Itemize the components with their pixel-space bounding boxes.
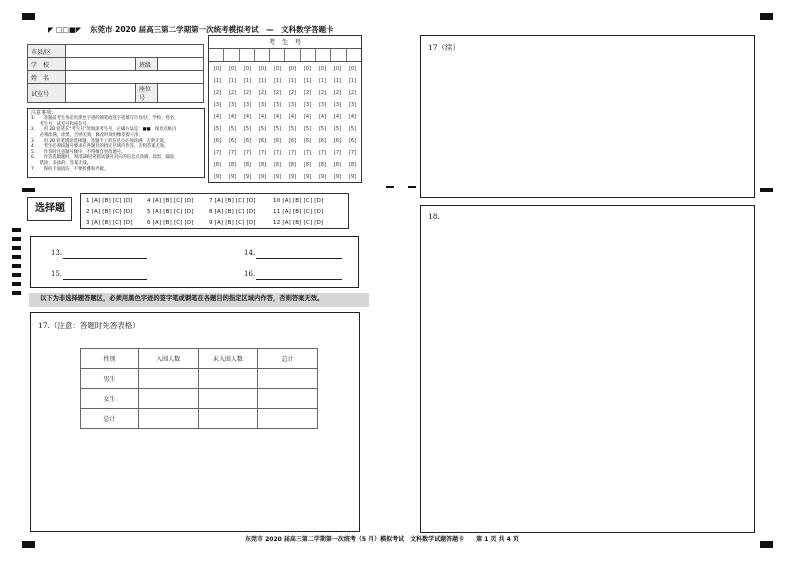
digit-bubble[interactable]: [8] [333,162,342,168]
digit-bubble[interactable]: [7] [273,150,282,156]
info-label: 姓 名 [28,71,66,84]
digit-bubble[interactable]: [4] [348,114,357,120]
digit-bubble[interactable]: [7] [213,150,222,156]
digit-bubble[interactable]: [5] [318,126,327,132]
digit-bubble[interactable]: [6] [213,138,222,144]
school-field[interactable] [66,58,136,71]
mcq-question-2[interactable]: 2 [A] [B] [C] [D] [86,209,133,215]
digit-bubble[interactable]: [8] [228,162,237,168]
digit-bubble[interactable]: [2] [273,90,282,96]
q14-answer-line[interactable] [256,258,342,259]
student-number-digit-cell[interactable] [301,49,316,61]
notes-line: 3. 用 2B 铅笔填涂选择题，答题卡上的信息点必须涂满，否则无效。 [31,138,169,144]
q13-answer-line[interactable] [63,258,147,259]
digit-bubble[interactable]: [7] [348,150,357,156]
fold-mark-left [386,186,394,188]
digit-bubble[interactable]: [0] [333,66,342,72]
digit-bubble[interactable]: [4] [243,114,252,120]
digit-bubble[interactable]: [9] [318,174,327,180]
student-number-digit-cell[interactable] [270,49,285,61]
mcq-question-7[interactable]: 7 [A] [B] [C] [D] [209,198,256,204]
table-cell[interactable] [258,409,318,429]
digit-bubble[interactable]: [3] [258,102,267,108]
digit-bubble[interactable]: [0] [228,66,237,72]
student-number-digit-cell[interactable] [316,49,331,61]
corner-mark-bottom-left [22,541,35,548]
table-cell[interactable] [138,369,198,389]
digit-bubble[interactable]: [2] [333,90,342,96]
digit-bubble[interactable]: [9] [348,174,357,180]
student-number-digit-cell[interactable] [255,49,270,61]
room-field[interactable] [66,84,136,103]
info-label: 试室号 [28,84,66,103]
digit-row [210,75,360,87]
student-number-box [208,35,362,183]
digit-bubble[interactable]: [1] [213,78,222,84]
digit-bubble[interactable]: [4] [273,114,282,120]
student-number-digit-cell[interactable] [331,49,346,61]
digit-bubble[interactable]: [1] [243,78,252,84]
q17-continued-label: 17（续） [428,43,461,52]
timing-mark [12,273,21,277]
side-mark-left [22,188,35,192]
digit-bubble[interactable]: [1] [273,78,282,84]
digit-bubble[interactable]: [4] [228,114,237,120]
digit-bubble[interactable]: [5] [348,126,357,132]
digit-bubble[interactable]: [6] [333,138,342,144]
table-row [81,389,318,409]
digit-row [210,99,360,111]
q15-answer-line[interactable] [63,279,147,280]
timing-mark [12,228,21,232]
digit-row [210,135,360,147]
digit-bubble[interactable]: [5] [228,126,237,132]
mcq-question-12[interactable]: 12 [A] [B] [C] [D] [273,220,324,226]
notes-line: 4. 考生必须按题号要求在各题目的指定区域内作答，否则答案无效。 [31,144,169,150]
digit-bubble[interactable]: [3] [333,102,342,108]
table-cell[interactable] [198,409,258,429]
info-table [27,44,204,103]
timing-mark [12,237,21,241]
table-row-label: 女生 [81,389,139,409]
digit-bubble[interactable]: [3] [243,102,252,108]
timing-mark [12,255,21,259]
q18-label: 18. [428,212,440,221]
mcq-question-9[interactable]: 9 [A] [B] [C] [D] [209,220,256,226]
mcq-question-11[interactable]: 11 [A] [B] [C] [D] [273,209,324,215]
digit-bubble[interactable]: [6] [243,138,252,144]
table-cell[interactable] [138,409,198,429]
table-row-label: 总计 [81,409,139,429]
digit-bubble[interactable]: [5] [333,126,342,132]
digit-row [210,147,360,159]
city-field[interactable] [66,45,204,58]
student-number-grid [210,63,360,183]
digit-bubble[interactable]: [7] [258,150,267,156]
info-row [28,58,204,71]
notes-title: 注意事项： [31,110,57,116]
q18-box[interactable] [420,205,755,533]
table-header-cell: 总计 [258,349,318,369]
digit-bubble[interactable]: [5] [303,126,312,132]
mcq-question-8[interactable]: 8 [A] [B] [C] [D] [209,209,256,215]
digit-row [210,63,360,75]
header-marker: ◤ □□■◤ [48,26,82,34]
digit-bubble[interactable]: [6] [303,138,312,144]
notice-text: 以下为非选择题答题区，必须用黑色字迹的签字笔或钢笔在各题目的指定区域内作答，否则答案无效。 [40,295,324,302]
digit-bubble[interactable]: [1] [288,78,297,84]
digit-bubble[interactable]: [0] [243,66,252,72]
notes-lines [31,117,201,172]
digit-bubble[interactable]: [4] [333,114,342,120]
digit-bubble[interactable]: [2] [288,90,297,96]
footer-text: 东莞市 2020 届高三第二学期第一次统考（5 月）模拟考试 文科数学试题答题卡 第 1 页 共 4 页 [245,536,519,543]
digit-bubble[interactable]: [9] [243,174,252,180]
digit-bubble[interactable]: [9] [273,174,282,180]
q16-label: 16. [244,270,256,278]
info-label: 市县/区 [28,45,66,58]
digit-bubble[interactable]: [3] [348,102,357,108]
student-number-digit-cell[interactable] [347,49,361,61]
info-label: 班级 [136,58,158,71]
fill-in-box [30,236,359,288]
digit-bubble[interactable]: [9] [333,174,342,180]
notes-line: 7. 保持卡面清洁，不要折叠和弄破。 [31,166,109,172]
digit-bubble[interactable]: [6] [228,138,237,144]
digit-bubble[interactable]: [7] [318,150,327,156]
digit-row [210,159,360,171]
side-mark-right [760,188,773,192]
mcq-question-10[interactable]: 10 [A] [B] [C] [D] [273,198,324,204]
student-number-write-cells [209,48,361,62]
timing-mark [12,246,21,250]
info-row [28,84,204,103]
digit-bubble[interactable]: [0] [318,66,327,72]
digit-bubble[interactable]: [5] [273,126,282,132]
notes-line: 错涂、多涂的，答案无效。 [31,161,92,167]
digit-bubble[interactable]: [3] [273,102,282,108]
digit-bubble[interactable]: [5] [288,126,297,132]
table-row [81,369,318,389]
timing-mark [12,264,21,268]
contingency-table [80,348,318,429]
digit-bubble[interactable]: [3] [288,102,297,108]
table-cell[interactable] [198,389,258,409]
digit-bubble[interactable]: [6] [273,138,282,144]
class-field[interactable] [158,58,204,71]
digit-bubble[interactable]: [8] [243,162,252,168]
info-row [28,71,204,84]
table-cell[interactable] [138,389,198,409]
digit-bubble[interactable]: [8] [273,162,282,168]
student-number-digit-cell[interactable] [285,49,300,61]
digit-bubble[interactable]: [3] [303,102,312,108]
digit-bubble[interactable]: [0] [273,66,282,72]
table-row-label: 男生 [81,369,139,389]
q15-label: 15. [51,270,63,278]
fold-mark-right [408,186,416,188]
digit-bubble[interactable]: [1] [258,78,267,84]
digit-bubble[interactable]: [9] [258,174,267,180]
seat-field[interactable] [158,84,204,103]
digit-bubble[interactable]: [6] [288,138,297,144]
digit-bubble[interactable]: [0] [258,66,267,72]
digit-bubble[interactable]: [8] [288,162,297,168]
q13-label: 13. [51,249,63,257]
name-field[interactable] [66,71,204,84]
digit-bubble[interactable]: [1] [318,78,327,84]
table-header-cell: 性别 [81,349,139,369]
table-header-cell: 未入围人数 [198,349,258,369]
notes-line: 5. 作答时注意题号顺序，不得擅自更改题号。 [31,149,126,155]
mcq-label: 选择题 [35,203,65,214]
digit-row [210,111,360,123]
digit-bubble[interactable]: [1] [348,78,357,84]
table-header-row [81,349,318,369]
digit-bubble[interactable]: [7] [333,150,342,156]
digit-bubble[interactable]: [6] [258,138,267,144]
q17-continued-box[interactable] [420,35,755,198]
digit-row [210,171,360,183]
info-label: 学 校 [28,58,66,71]
timing-mark [12,282,21,286]
digit-bubble[interactable]: [0] [348,66,357,72]
q17-label: 17.（注意：答题时先答表格） [38,321,140,330]
digit-bubble[interactable]: [4] [258,114,267,120]
digit-bubble[interactable]: [6] [318,138,327,144]
info-label: 座位号 [136,84,158,103]
digit-bubble[interactable]: [2] [213,90,222,96]
digit-bubble[interactable]: [4] [213,114,222,120]
corner-mark-top-left [22,13,35,20]
digit-bubble[interactable]: [4] [303,114,312,120]
student-number-digit-cell[interactable] [240,49,255,61]
table-cell[interactable] [258,389,318,409]
notes-line: 考生号、试室号和座位号。 [31,121,92,127]
digit-bubble[interactable]: [7] [303,150,312,156]
digit-bubble[interactable]: [1] [303,78,312,84]
mcq-question-5[interactable]: 5 [A] [B] [C] [D] [147,209,194,215]
notes-line: 1. 答题前考生务必用黑色字迹的钢笔或签字笔填写市县/区、学校、姓名、 [31,116,179,122]
notes-line: 必须涂满、涂黑，否则无效，修改时须用橡皮擦干净。 [31,133,143,139]
digit-bubble[interactable]: [9] [303,174,312,180]
info-row [28,45,204,58]
digit-bubble[interactable]: [0] [213,66,222,72]
digit-bubble[interactable]: [2] [258,90,267,96]
q14-label: 14. [244,249,256,257]
digit-bubble[interactable]: [9] [228,174,237,180]
digit-bubble[interactable]: [2] [303,90,312,96]
digit-bubble[interactable]: [7] [228,150,237,156]
digit-bubble[interactable]: [7] [288,150,297,156]
table-header-cell: 入围人数 [138,349,198,369]
digit-bubble[interactable]: [2] [318,90,327,96]
digit-bubble[interactable]: [3] [318,102,327,108]
digit-bubble[interactable]: [9] [213,174,222,180]
student-number-title: 考 生 号 [268,38,302,46]
digit-row [210,123,360,135]
page-title: 东莞市 2020 届高三第二学期第一次统考模拟考试 — 文科数学答题卡 [90,25,334,34]
table-cell[interactable] [198,369,258,389]
timing-mark [12,291,21,295]
corner-mark-top-right [760,13,773,20]
mcq-question-4[interactable]: 4 [A] [B] [C] [D] [147,198,194,204]
digit-bubble[interactable]: [4] [318,114,327,120]
digit-bubble[interactable]: [8] [303,162,312,168]
digit-bubble[interactable]: [6] [348,138,357,144]
digit-bubble[interactable]: [1] [228,78,237,84]
student-number-digit-cell[interactable] [209,49,224,61]
digit-bubble[interactable]: [0] [288,66,297,72]
student-number-digit-cell[interactable] [224,49,239,61]
digit-bubble[interactable]: [8] [213,162,222,168]
q16-answer-line[interactable] [256,279,342,280]
digit-bubble[interactable]: [5] [258,126,267,132]
notes-line: 6. 作答选做题时，须用2B铅笔把试题号对应的信息点涂满、涂黑，漏涂、 [31,155,179,161]
digit-bubble[interactable]: [3] [228,102,237,108]
digit-bubble[interactable]: [5] [213,126,222,132]
notes-line: 2. 用 2B 铅笔在“考生号”处填涂考生号，正确方法是：■■ 保息点框内 [31,127,177,133]
digit-row [210,87,360,99]
digit-bubble[interactable]: [2] [348,90,357,96]
mcq-question-3[interactable]: 3 [A] [B] [C] [D] [86,220,133,226]
digit-bubble[interactable]: [1] [333,78,342,84]
digit-bubble[interactable]: [4] [288,114,297,120]
corner-mark-bottom-right [760,541,773,548]
mcq-question-6[interactable]: 6 [A] [B] [C] [D] [147,220,194,226]
digit-bubble[interactable]: [0] [303,66,312,72]
digit-bubble[interactable]: [7] [243,150,252,156]
digit-bubble[interactable]: [9] [288,174,297,180]
table-cell[interactable] [258,369,318,389]
table-row [81,409,318,429]
digit-bubble[interactable]: [3] [213,102,222,108]
digit-bubble[interactable]: [8] [318,162,327,168]
digit-bubble[interactable]: [8] [258,162,267,168]
notes-box [27,108,205,178]
digit-bubble[interactable]: [5] [243,126,252,132]
mcq-question-1[interactable]: 1 [A] [B] [C] [D] [86,198,133,204]
digit-bubble[interactable]: [2] [228,90,237,96]
digit-bubble[interactable]: [8] [348,162,357,168]
digit-bubble[interactable]: [2] [243,90,252,96]
